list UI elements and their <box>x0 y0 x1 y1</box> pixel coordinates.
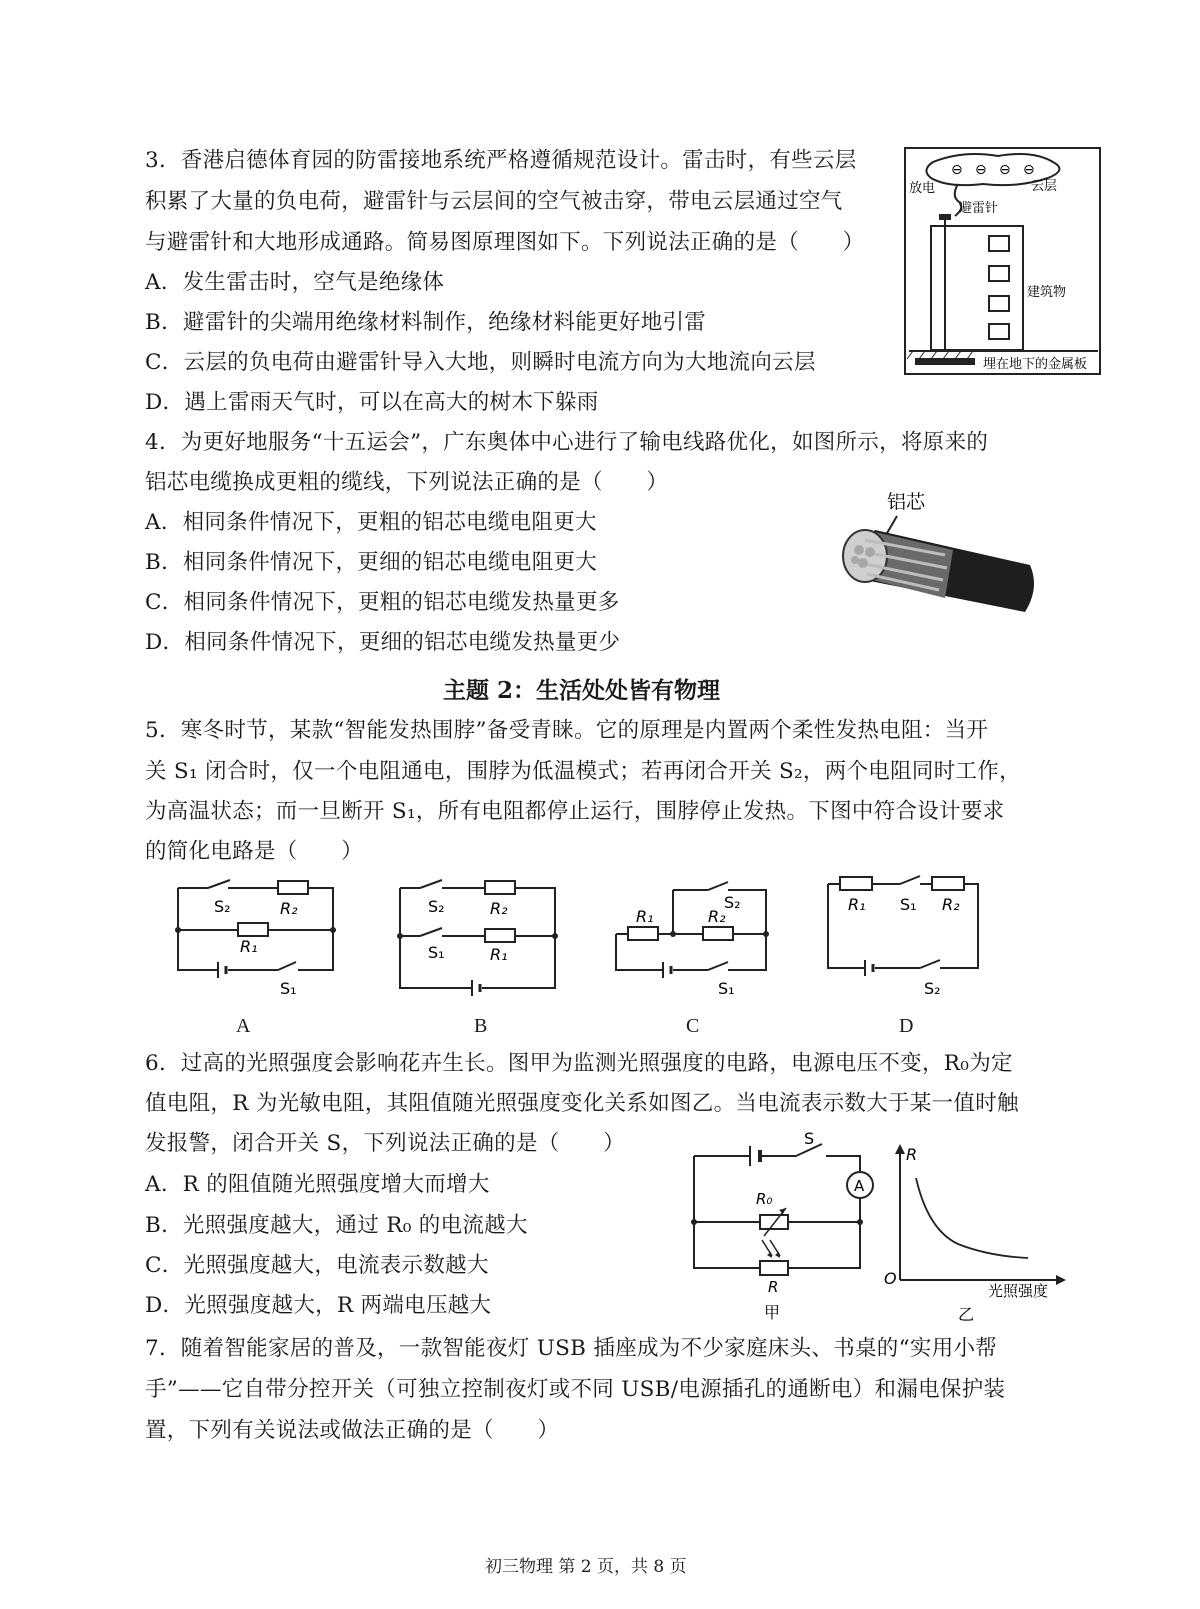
charge-3: ⊖ <box>999 162 1011 178</box>
label-r1: R₁ <box>490 945 508 964</box>
q6-option-d: D．光照强度越大，R 两端电压越大 <box>145 1293 492 1318</box>
q5-stem-line-1: 5．寒冬时节，某款“智能发热围脖”备受青睐。它的原理是内置两个柔性发热电阻：当开 <box>145 718 989 743</box>
q6-option-c: C．光照强度越大，电流表示数越大 <box>145 1253 489 1278</box>
circuit-d <box>820 870 1000 1000</box>
q4-option-d: D．相同条件情况下，更细的铝芯电缆发热量更少 <box>145 630 621 655</box>
q6-option-b: B．光照强度越大，通过 R₀ 的电流越大 <box>145 1213 528 1238</box>
q7-stem-line-3: 置，下列有关说法或做法正确的是（ ） <box>145 1418 560 1443</box>
q6-option-a: A．R 的阻值随光照强度增大而增大 <box>145 1172 490 1197</box>
charge-4: ⊖ <box>1023 162 1035 178</box>
label-s1: S₁ <box>428 943 445 962</box>
q4-stem-line-2: 铝芯电缆换成更粗的缆线，下列说法正确的是（ ） <box>145 470 669 495</box>
q3-option-b: B．避雷针的尖端用绝缘材料制作，绝缘材料能更好地引雷 <box>145 310 707 335</box>
caption-d: D <box>899 1015 914 1037</box>
y-axis-label: R <box>906 1145 918 1164</box>
ammeter-label: A <box>854 1177 865 1195</box>
resistance-vs-light-graph <box>878 1140 1078 1330</box>
r0-label: R₀ <box>756 1190 773 1208</box>
q6-stem-line-3: 发报警，闭合开关 S，下列说法正确的是（ ） <box>145 1131 625 1156</box>
q5-stem-line-2: 关 S₁ 闭合时，仅一个电阻通电，围脖为低温模式；若再闭合开关 S₂，两个电阻同时工作， <box>145 759 1021 784</box>
x-axis-label: 光照强度 <box>988 1282 1049 1300</box>
label-s2: S₂ <box>214 897 231 916</box>
q7-stem-line-1: 7．随着智能家居的普及，一款智能夜灯 USB 插座成为不少家庭床头、书桌的“实用小帮 <box>145 1336 998 1361</box>
circuit-c <box>608 878 788 1000</box>
charge-1: ⊖ <box>951 162 963 178</box>
page-footer: 初三物理 第 2 页，共 8 页 <box>485 1557 687 1577</box>
q5-stem-line-4: 的简化电路是（ ） <box>145 839 364 864</box>
label-r2: R₂ <box>490 899 508 918</box>
discharge-label: 放电 <box>909 181 936 196</box>
q4-option-a: A．相同条件情况下，更粗的铝芯电缆电阻更大 <box>145 510 597 535</box>
rod-label: 避雷针 <box>959 201 999 216</box>
cloud-label: 云层 <box>1031 179 1058 194</box>
label-r2: R₂ <box>708 907 726 926</box>
q5-stem-line-3: 为高温状态；而一旦断开 S₁，所有电阻都停止运行，围脖停止发热。下图中符合设计要求 <box>145 799 1005 824</box>
theme-2-heading: 主题 2：生活处处皆有物理 <box>443 677 721 704</box>
aluminum-core-label: 铝芯 <box>887 491 926 513</box>
caption-c: C <box>686 1015 700 1037</box>
label-s2: S₂ <box>724 893 741 912</box>
q4-stem-line-1: 4．为更好地服务“十五运会”，广东奥体中心进行了输电线路优化，如图所示，将原来的 <box>145 430 989 455</box>
label-r1: R₁ <box>240 937 258 956</box>
resistance-curve <box>916 1178 1028 1258</box>
label-s2: S₂ <box>924 979 941 998</box>
aluminum-cable-figure <box>835 480 1045 615</box>
label-r2: R₂ <box>280 899 298 918</box>
q3-option-c: C．云层的负电荷由避雷针导入大地，则瞬时电流方向为大地流向云层 <box>145 350 816 375</box>
label-s2: S₂ <box>428 897 445 916</box>
switch-s-label: S <box>804 1129 815 1148</box>
caption-jia: 甲 <box>764 1303 781 1322</box>
plate-label: 埋在地下的金属板 <box>983 357 1088 372</box>
circuit-a <box>168 878 348 1000</box>
label-s1: S₁ <box>900 895 917 914</box>
q3-option-a: A．发生雷击时，空气是绝缘体 <box>145 270 445 295</box>
caption-yi: 乙 <box>958 1305 975 1324</box>
light-monitor-circuit-figure <box>688 1128 883 1328</box>
label-r1: R₁ <box>848 895 866 914</box>
circuit-b <box>390 878 570 1000</box>
r-label: R <box>768 1278 779 1296</box>
origin-label: O <box>884 1269 897 1288</box>
q3-stem-line-2: 积累了大量的负电荷，避雷针与云层间的空气被击穿，带电云层通过空气 <box>145 189 843 214</box>
label-r2: R₂ <box>942 895 960 914</box>
label-s1: S₁ <box>718 979 735 998</box>
caption-a: A <box>236 1015 251 1037</box>
q6-stem-line-1: 6．过高的光照强度会影响花卉生长。图甲为监测光照强度的电路，电源电压不变，R₀为定 <box>145 1051 1013 1076</box>
building-label: 建筑物 <box>1027 285 1067 300</box>
q6-stem-line-2: 值电阻，R 为光敏电阻，其阻值随光照强度变化关系如图乙。当电流表示数大于某一值时触 <box>145 1091 1019 1116</box>
caption-b: B <box>474 1015 488 1037</box>
charge-2: ⊖ <box>975 162 987 178</box>
q3-stem-line-1: 3．香港启德体育园的防雷接地系统严格遵循规范设计。雷击时，有些云层 <box>145 148 857 173</box>
q4-option-b: B．相同条件情况下，更细的铝芯电缆电阻更大 <box>145 550 598 575</box>
label-r1: R₁ <box>636 907 654 926</box>
q3-option-d: D．遇上雷雨天气时，可以在高大的树木下躲雨 <box>145 390 599 415</box>
label-s1: S₁ <box>280 979 297 998</box>
q3-stem-line-3: 与避雷针和大地形成通路。简易图原理图如下。下列说法正确的是（ ） <box>145 230 865 255</box>
q4-option-c: C．相同条件情况下，更粗的铝芯电缆发热量更多 <box>145 590 620 615</box>
lightning-rod-figure <box>903 146 1103 376</box>
q7-stem-line-2: 手”——它自带分控开关（可独立控制夜灯或不同 USB/电源插孔的通断电）和漏电保护装 <box>145 1377 1006 1402</box>
